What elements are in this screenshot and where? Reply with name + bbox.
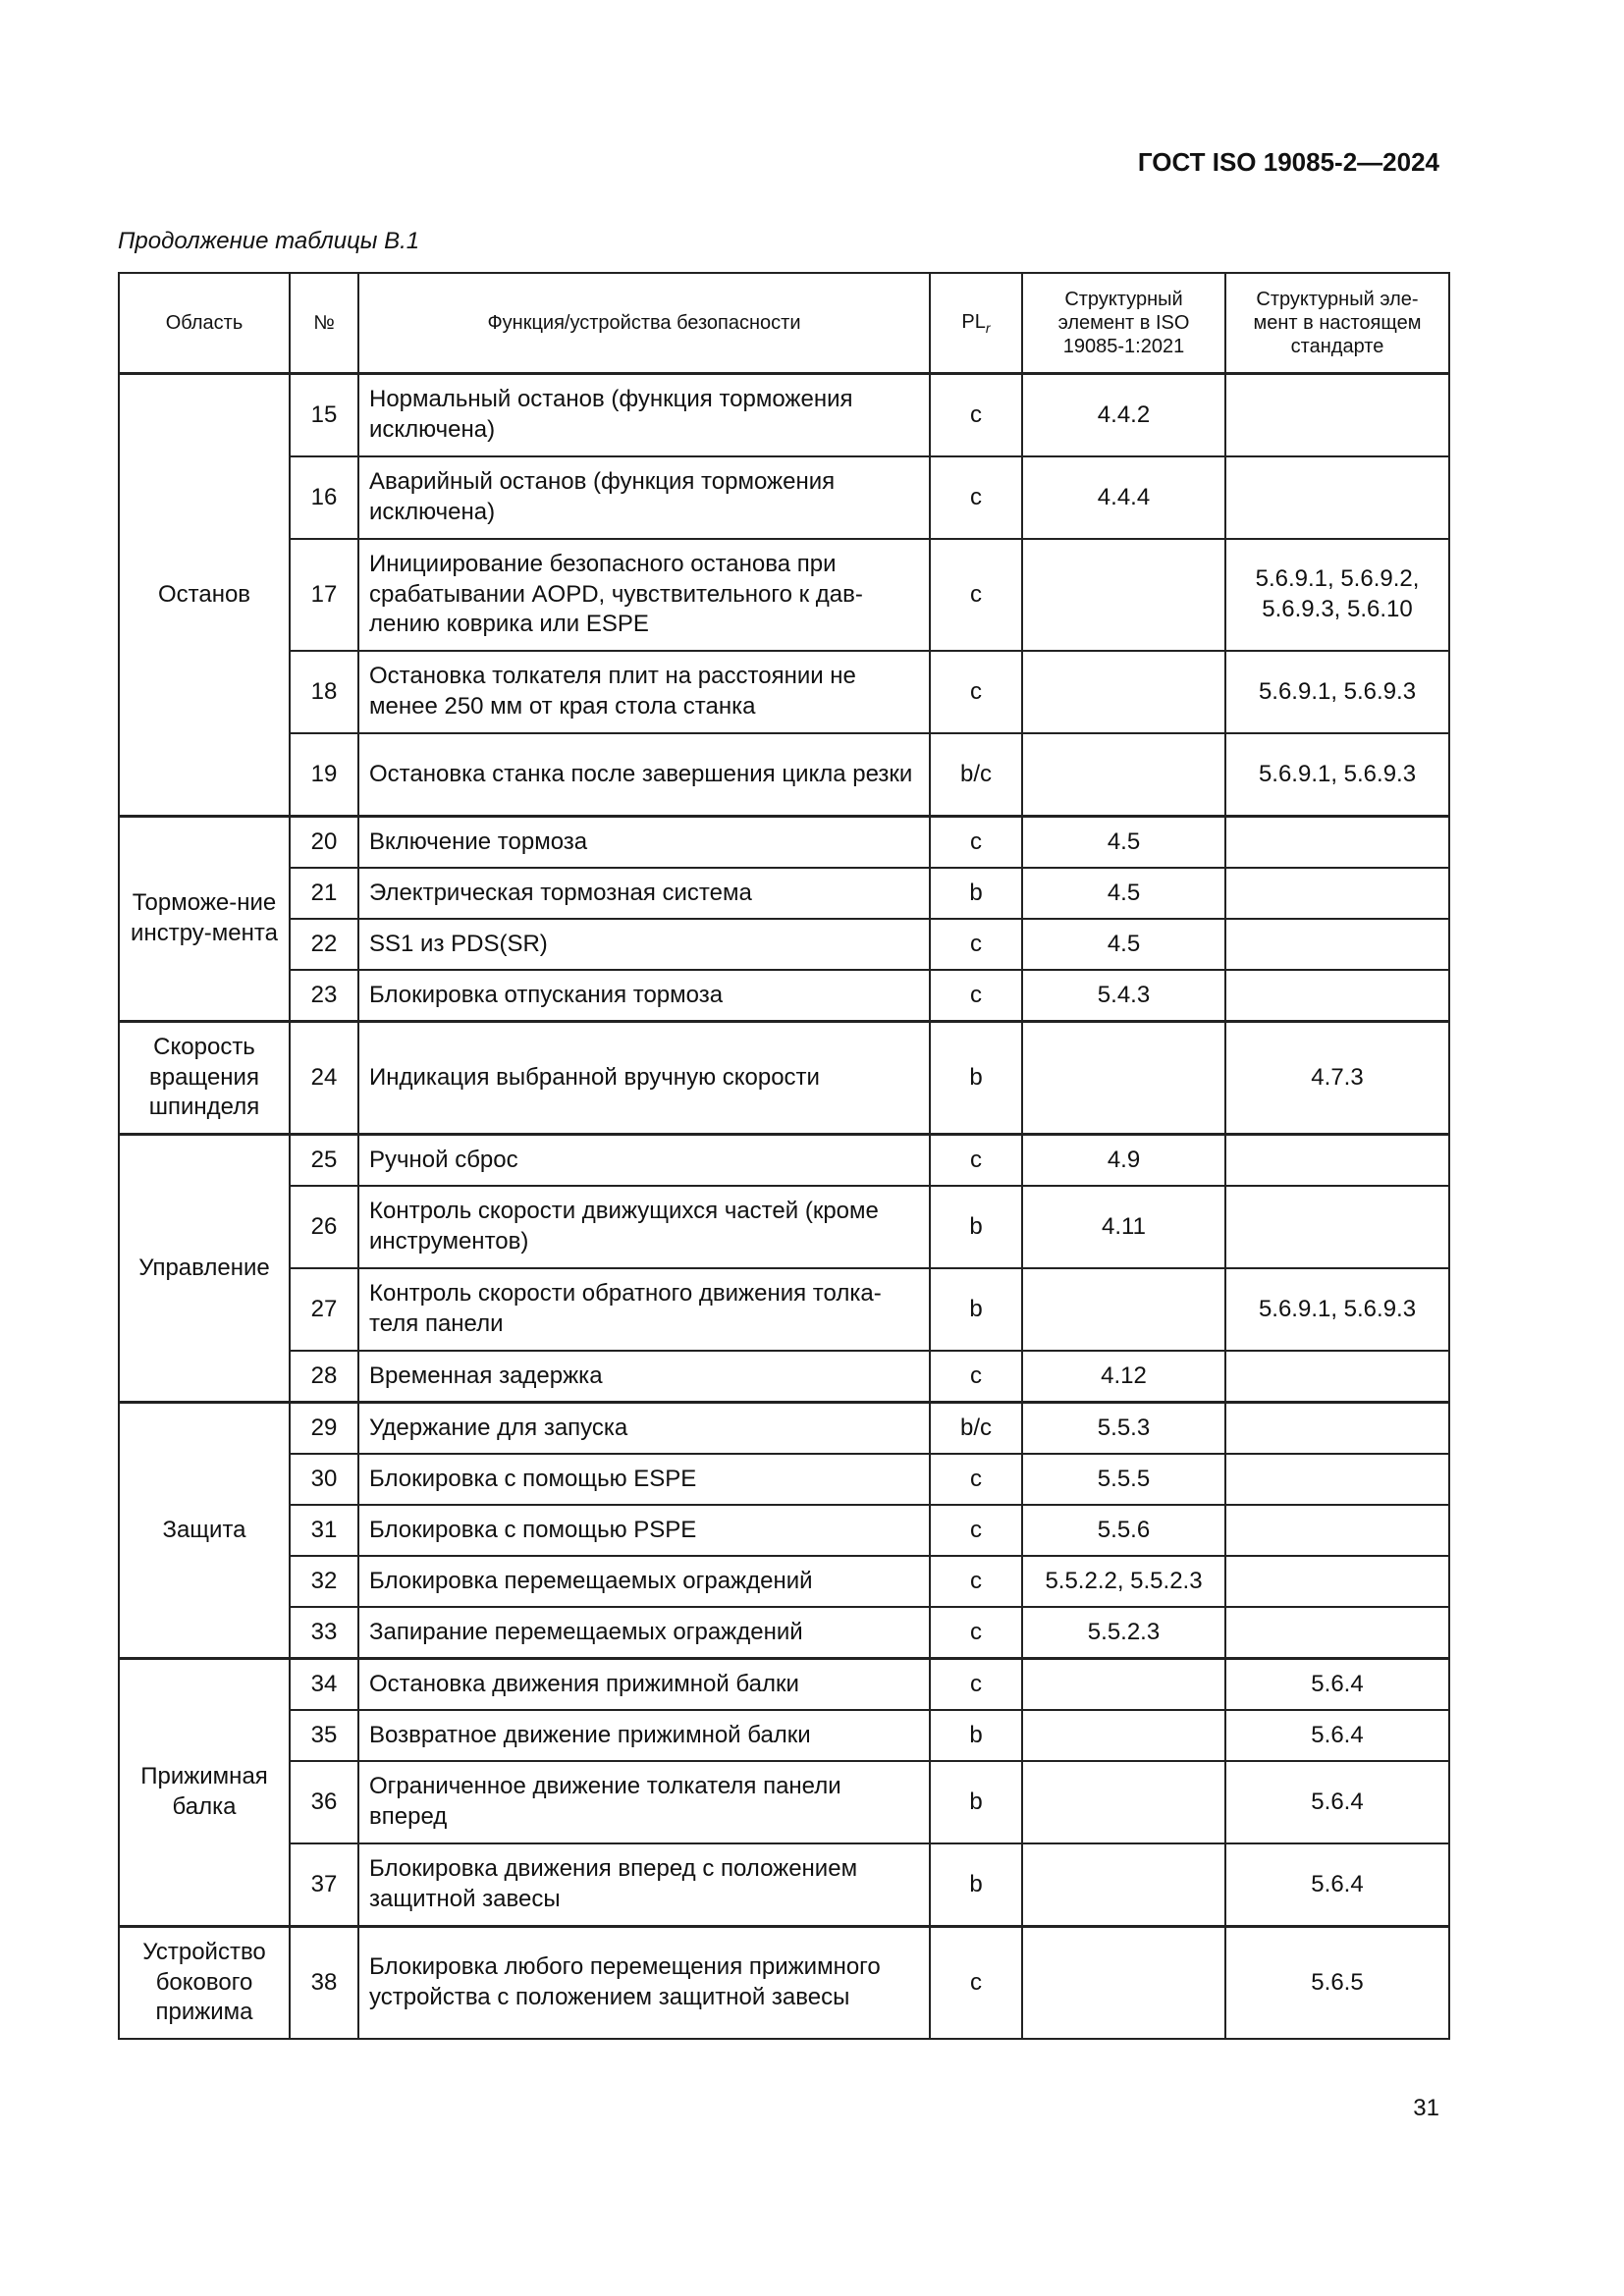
row-number: 30 — [290, 1454, 358, 1505]
pl-cell: c — [930, 919, 1022, 970]
iso-element-cell — [1022, 1761, 1225, 1843]
function-cell: Блокировка отпускания тормоза — [358, 970, 930, 1022]
column-header-number: № — [290, 273, 358, 374]
standard-element-cell — [1225, 374, 1449, 457]
row-number: 26 — [290, 1186, 358, 1268]
iso-element-cell: 4.9 — [1022, 1135, 1225, 1187]
iso-element-cell: 5.5.3 — [1022, 1403, 1225, 1455]
pl-label: PL — [961, 310, 986, 333]
pl-cell: c — [930, 1927, 1022, 2040]
area-cell: Торможе-ние инстру-мента — [119, 817, 290, 1022]
pl-cell: c — [930, 1659, 1022, 1711]
iso-element-cell: 4.5 — [1022, 817, 1225, 869]
function-cell: Включение тормоза — [358, 817, 930, 869]
row-number: 23 — [290, 970, 358, 1022]
row-number: 35 — [290, 1710, 358, 1761]
pl-cell: c — [930, 970, 1022, 1022]
row-number: 18 — [290, 651, 358, 733]
table-row — [119, 1186, 1449, 1268]
table-header-row — [119, 273, 1449, 374]
iso-element-cell: 4.11 — [1022, 1186, 1225, 1268]
standard-element-cell — [1225, 1556, 1449, 1607]
iso-element-cell — [1022, 1268, 1225, 1351]
pl-cell: c — [930, 1556, 1022, 1607]
function-cell: Возвратное движение прижимной балки — [358, 1710, 930, 1761]
table-row — [119, 1761, 1449, 1843]
row-number: 15 — [290, 374, 358, 457]
function-cell: Ограниченное движение толкателя панели вперед — [358, 1761, 930, 1843]
area-cell: Устройство бокового прижима — [119, 1927, 290, 2040]
standard-element-cell: 5.6.9.1, 5.6.9.3 — [1225, 733, 1449, 817]
standard-element-cell — [1225, 868, 1449, 919]
column-header-pl — [930, 273, 1022, 374]
standard-element-cell — [1225, 1454, 1449, 1505]
pl-cell: c — [930, 1607, 1022, 1659]
area-cell: Управление — [119, 1135, 290, 1403]
pl-cell: b/c — [930, 733, 1022, 817]
area-cell: Прижимная балка — [119, 1659, 290, 1927]
area-cell: Защита — [119, 1403, 290, 1659]
standard-element-cell — [1225, 1351, 1449, 1403]
standard-element-cell: 5.6.4 — [1225, 1659, 1449, 1711]
row-number: 31 — [290, 1505, 358, 1556]
iso-element-cell: 5.4.3 — [1022, 970, 1225, 1022]
function-cell: Запирание перемещаемых ограждений — [358, 1607, 930, 1659]
function-cell: Контроль скорости движущихся частей (кроме инструментов) — [358, 1186, 930, 1268]
table-row — [119, 1505, 1449, 1556]
row-number: 20 — [290, 817, 358, 869]
function-cell: Индикация выбранной вручную скорости — [358, 1022, 930, 1135]
table-caption: Продолжение таблицы B.1 — [118, 228, 420, 254]
pl-cell: c — [930, 817, 1022, 869]
standard-element-cell: 5.6.4 — [1225, 1843, 1449, 1927]
table-row — [119, 1710, 1449, 1761]
pl-cell: c — [930, 1454, 1022, 1505]
standard-element-cell — [1225, 456, 1449, 539]
pl-cell: c — [930, 539, 1022, 651]
table-row — [119, 1843, 1449, 1927]
row-number: 21 — [290, 868, 358, 919]
function-cell: Блокировка движения вперед с положением защитной завесы — [358, 1843, 930, 1927]
table-row — [119, 1556, 1449, 1607]
row-number: 36 — [290, 1761, 358, 1843]
pl-cell: c — [930, 651, 1022, 733]
pl-cell: b — [930, 1843, 1022, 1927]
iso-element-cell: 5.5.2.3 — [1022, 1607, 1225, 1659]
function-cell: Блокировка любого перемещения прижимного устройства с положением защитной завесы — [358, 1927, 930, 2040]
function-cell: Остановка станка после завершения цикла резки — [358, 733, 930, 817]
standard-element-cell: 5.6.5 — [1225, 1927, 1449, 2040]
safety-functions-table — [118, 272, 1450, 2040]
function-cell: Остановка движения прижимной балки — [358, 1659, 930, 1711]
iso-element-cell — [1022, 1927, 1225, 2040]
table-row — [119, 1268, 1449, 1351]
standard-element-cell: 5.6.9.1, 5.6.9.3 — [1225, 651, 1449, 733]
table-row — [119, 539, 1449, 651]
pl-cell: b — [930, 1022, 1022, 1135]
table-row — [119, 1135, 1449, 1187]
function-cell: Временная задержка — [358, 1351, 930, 1403]
iso-element-cell — [1022, 651, 1225, 733]
function-cell: Электрическая тормозная система — [358, 868, 930, 919]
table-row — [119, 733, 1449, 817]
table-row — [119, 970, 1449, 1022]
row-number: 28 — [290, 1351, 358, 1403]
standard-element-cell — [1225, 1135, 1449, 1187]
row-number: 25 — [290, 1135, 358, 1187]
pl-cell: c — [930, 1505, 1022, 1556]
area-cell: Останов — [119, 374, 290, 817]
row-number: 24 — [290, 1022, 358, 1135]
table-row — [119, 456, 1449, 539]
area-cell: Скорость вращения шпинделя — [119, 1022, 290, 1135]
pl-cell: b — [930, 1710, 1022, 1761]
document-header: ГОСТ ISO 19085-2—2024 — [1137, 147, 1439, 177]
column-header-function: Функция/устройства безопасности — [358, 273, 930, 374]
function-cell: Блокировка перемещаемых ограждений — [358, 1556, 930, 1607]
iso-element-cell: 4.5 — [1022, 919, 1225, 970]
row-number: 16 — [290, 456, 358, 539]
row-number: 22 — [290, 919, 358, 970]
iso-element-cell — [1022, 1659, 1225, 1711]
row-number: 19 — [290, 733, 358, 817]
standard-element-cell — [1225, 1186, 1449, 1268]
function-cell: Контроль скорости обратного движения толка-теля панели — [358, 1268, 930, 1351]
row-number: 27 — [290, 1268, 358, 1351]
column-header-iso-element: Структурный элемент в ISO 19085-1:2021 — [1022, 273, 1225, 374]
table-row — [119, 374, 1449, 457]
row-number: 29 — [290, 1403, 358, 1455]
function-cell: Ручной сброс — [358, 1135, 930, 1187]
pl-cell: c — [930, 456, 1022, 539]
standard-element-cell: 5.6.4 — [1225, 1761, 1449, 1843]
pl-cell: c — [930, 1135, 1022, 1187]
function-cell: Инициирование безопасного останова при срабатывании AOPD, чувствительного к дав-лению коврика или ESPE — [358, 539, 930, 651]
iso-element-cell: 5.5.5 — [1022, 1454, 1225, 1505]
pl-cell: b — [930, 1761, 1022, 1843]
table-row — [119, 1022, 1449, 1135]
table-row — [119, 1403, 1449, 1455]
function-cell: Нормальный останов (функция торможения исключена) — [358, 374, 930, 457]
pl-cell: b/c — [930, 1403, 1022, 1455]
iso-element-cell: 4.4.4 — [1022, 456, 1225, 539]
function-cell: Удержание для запуска — [358, 1403, 930, 1455]
function-cell: SS1 из PDS(SR) — [358, 919, 930, 970]
pl-subscript: r — [985, 319, 991, 336]
row-number: 33 — [290, 1607, 358, 1659]
column-header-area: Область — [119, 273, 290, 374]
page-number: 31 — [1413, 2095, 1439, 2121]
row-number: 17 — [290, 539, 358, 651]
standard-element-cell — [1225, 817, 1449, 869]
table-row — [119, 868, 1449, 919]
function-cell: Аварийный останов (функция торможения исключена) — [358, 456, 930, 539]
function-cell: Блокировка с помощью ESPE — [358, 1454, 930, 1505]
iso-element-cell — [1022, 733, 1225, 817]
row-number: 34 — [290, 1659, 358, 1711]
iso-element-cell — [1022, 1022, 1225, 1135]
standard-element-cell — [1225, 970, 1449, 1022]
function-cell: Остановка толкателя плит на расстоянии не менее 250 мм от края стола станка — [358, 651, 930, 733]
standard-element-cell — [1225, 1403, 1449, 1455]
standard-element-cell — [1225, 1607, 1449, 1659]
table-row — [119, 1454, 1449, 1505]
table-row — [119, 651, 1449, 733]
iso-element-cell — [1022, 1710, 1225, 1761]
row-number: 37 — [290, 1843, 358, 1927]
pl-cell: c — [930, 1351, 1022, 1403]
row-number: 38 — [290, 1927, 358, 2040]
standard-element-cell: 5.6.9.1, 5.6.9.2, 5.6.9.3, 5.6.10 — [1225, 539, 1449, 651]
table-row — [119, 1659, 1449, 1711]
standard-element-cell: 4.7.3 — [1225, 1022, 1449, 1135]
pl-cell: c — [930, 374, 1022, 457]
iso-element-cell: 5.5.6 — [1022, 1505, 1225, 1556]
table-row — [119, 1927, 1449, 2040]
standard-element-cell: 5.6.9.1, 5.6.9.3 — [1225, 1268, 1449, 1351]
standard-element-cell — [1225, 919, 1449, 970]
pl-cell: b — [930, 1186, 1022, 1268]
pl-cell: b — [930, 868, 1022, 919]
iso-element-cell — [1022, 1843, 1225, 1927]
iso-element-cell: 5.5.2.2, 5.5.2.3 — [1022, 1556, 1225, 1607]
iso-element-cell: 4.5 — [1022, 868, 1225, 919]
iso-element-cell: 4.12 — [1022, 1351, 1225, 1403]
standard-element-cell — [1225, 1505, 1449, 1556]
pl-cell: b — [930, 1268, 1022, 1351]
table-row — [119, 817, 1449, 869]
column-header-standard-element: Структурный эле-мент в настоящем стандарте — [1225, 273, 1449, 374]
function-cell: Блокировка с помощью PSPE — [358, 1505, 930, 1556]
table-row — [119, 1607, 1449, 1659]
table-row — [119, 1351, 1449, 1403]
standard-element-cell: 5.6.4 — [1225, 1710, 1449, 1761]
iso-element-cell — [1022, 539, 1225, 651]
table-row — [119, 919, 1449, 970]
row-number: 32 — [290, 1556, 358, 1607]
iso-element-cell: 4.4.2 — [1022, 374, 1225, 457]
